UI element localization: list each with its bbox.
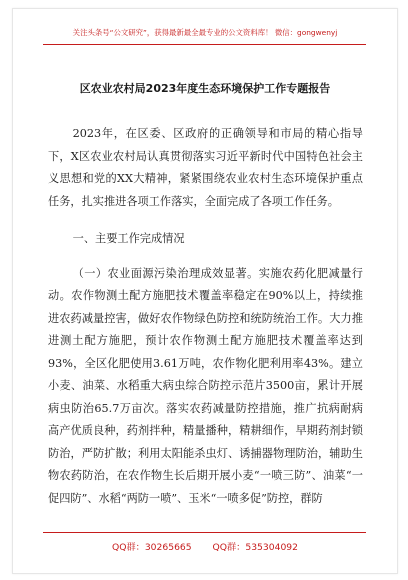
- header-banner: 关注头条号“公文研究”，获得最新最全最专业的公文资料库！ 微信：gongwenyj: [72, 28, 338, 37]
- footer-qq-group-1: QQ群：30265665: [112, 542, 192, 553]
- section-heading: 一、主要工作完成情况: [72, 232, 185, 245]
- footer: [13, 539, 397, 553]
- paragraph-spacer: [48, 213, 363, 228]
- header-divider: [43, 44, 366, 45]
- subsection-paragraph: （一）农业面源污染治理成效显著。实施农药化肥减量行动。农作物测土配方施肥技术覆盖率稳定在90%以上，持续推进农药减量控害，做好农作物绿色防控和统防统治工作。大力推进测土配方施肥，预计农作物测土配方施肥技术覆盖率达到93%，全区化肥使用3.61万吨，农作物化肥利用率43%。建立小麦、油菜、水稻重大病虫综合防控示范片3500亩，累计开展病虫防治65.7万亩次。落实农药减量防控措施，推广抗病耐病高产优质良种，药剂拌种，精量播种，精耕细作，早期药剂封锁防治，严防扩散；利用太阳能杀虫灯、诱捕器物理防治，辅助生物农药防治，在农作物生长后期开展小麦“一喷三防”、油菜“一促四防”、水稻“两防一喷”、玉米“一喷多促”防控，群防: [48, 266, 363, 505]
- document-page: [12, 8, 398, 574]
- document-body: [48, 123, 363, 510]
- document-title: 区农业农村局2023年度生态环境保护工作专题报告: [79, 82, 331, 95]
- paragraph-spacer: [48, 251, 363, 263]
- intro-paragraph: 2023年，在区委、区政府的正确领导和市局的精心指导下，X区农业农村局认真贯彻落实习近平新时代中国特色社会主义思想和党的XX大精神，紧紧围绕农业农村生态环境保护重点任务，扎实推进各项工作落实，全面完成了各项工作任务。: [48, 127, 363, 208]
- footer-qq-group-2: QQ群：535304092: [212, 542, 298, 553]
- footer-divider: [43, 532, 366, 533]
